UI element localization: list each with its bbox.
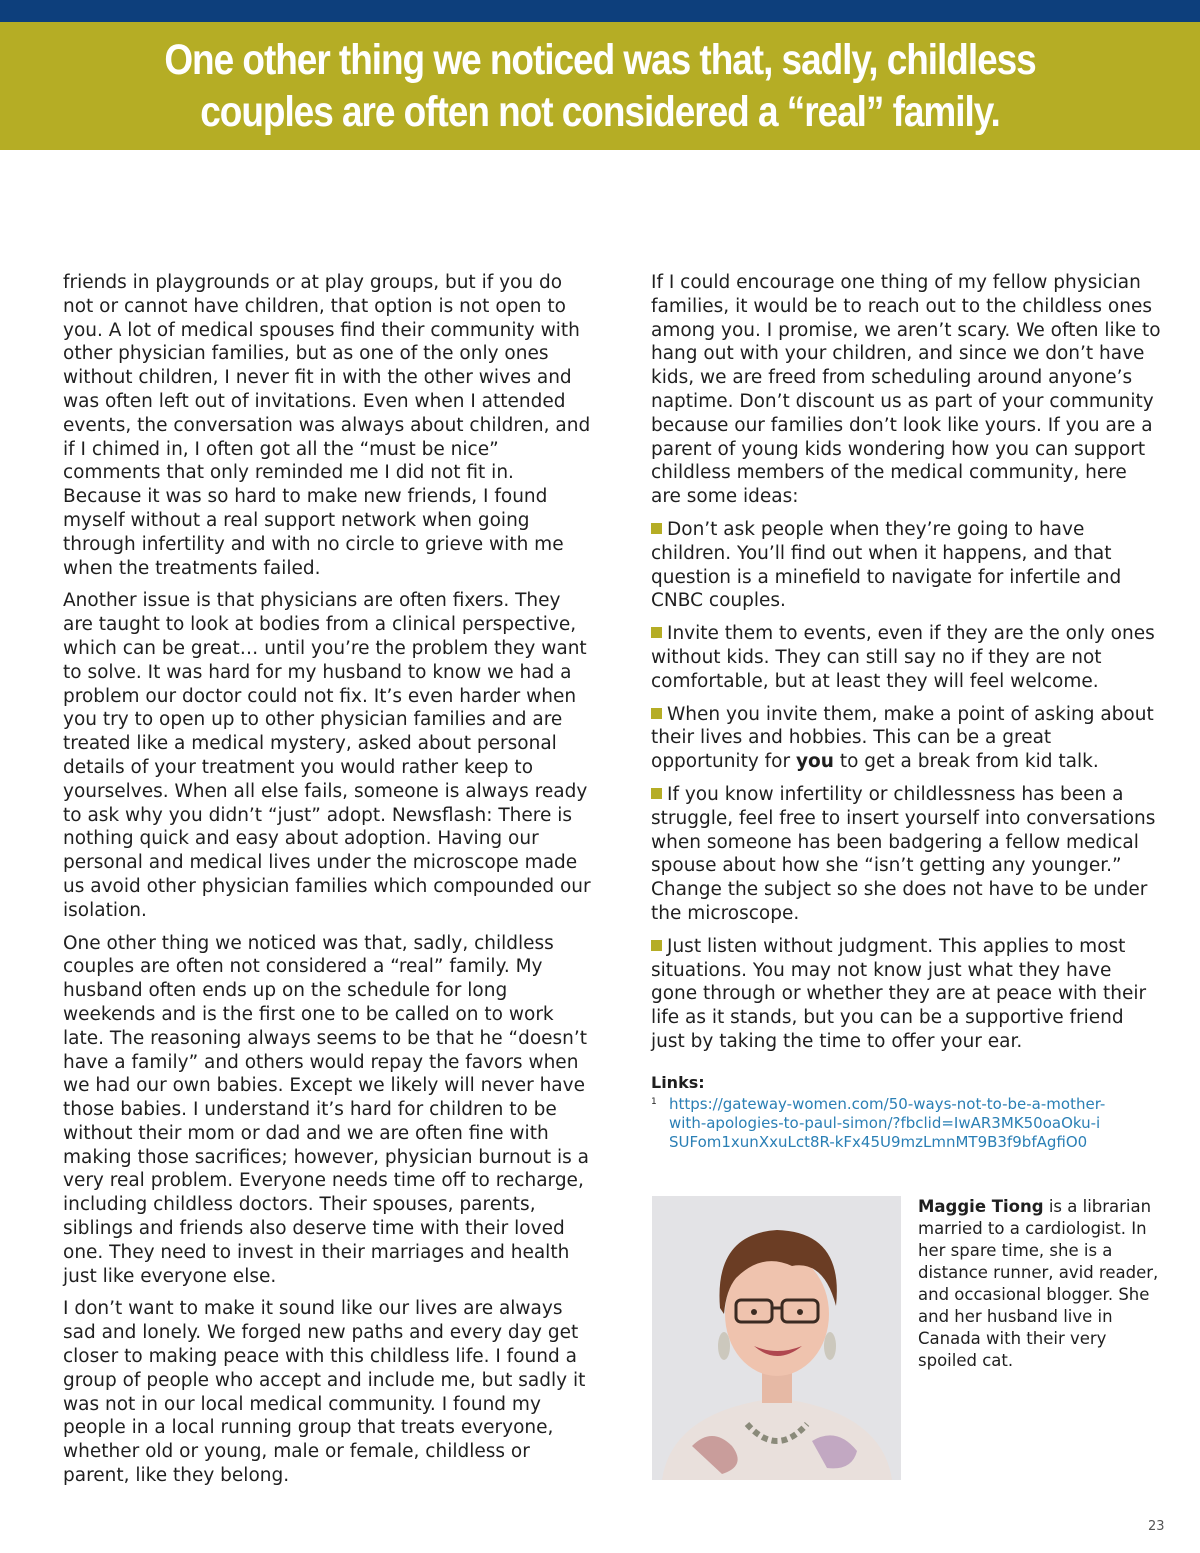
- footnote-link[interactable]: https://gateway-women.com/50-ways-not-to-be-a-mother-with-apologies-to-paul-simon/?fbclid=IwAR3MK50oaOku-iSUFom1xunXxuLct8R-kFx45U9mzLmnMT9B3f9bfAgfiO0: [669, 1095, 1106, 1151]
- footnote-number: 1: [651, 1097, 657, 1107]
- bullet-text: Just listen without judgment. This applies to most situations. You may not know just what they have gone through or whether they are at peace with their life as it stands, but you can be a supportive friend just by taking the time to offer your ear.: [651, 935, 1147, 1052]
- square-bullet-icon: [651, 523, 662, 534]
- body-paragraph: One other thing we noticed was that, sadly, childless couples are often not considered a “real” family. My husband often ends up on the schedule for long weekends and is the first one to be called on to work late. The reasoning always seems to be that he “doesn’t have a family” and others would repay the favors when we had our own babies. Except we likely will never have those babies. I understand it’s hard for children to be without their mom or dad and we are often fine with making those sacrifices; however, physician burnout is a very real problem. Everyone needs time off to recharge, including childless doctors. Their spouses, parents, siblings and friends also deserve time with their loved one. They need to invest in their marriages and health just like everyone else.: [63, 932, 589, 1287]
- bullet-item: [651, 783, 1161, 926]
- bullet-item: [651, 518, 1161, 613]
- links-section: [651, 1073, 1121, 1152]
- right-column: [651, 271, 1161, 1063]
- bullet-item: [651, 703, 1161, 774]
- bullet-item: [651, 935, 1161, 1054]
- author-photo: [652, 1196, 901, 1480]
- pull-quote: One other thing we noticed was that, sadly, childless couples are often not considered a “real” family.: [164, 36, 1036, 136]
- author-portrait-illustration: [652, 1196, 901, 1480]
- top-color-rule: [0, 0, 1200, 22]
- intro-paragraph: If I could encourage one thing of my fellow physician families, it would be to reach out to the childless ones among you. I promise, we aren’t scary. We often like to hang out with your children, and since we don’t have kids, we are freed from scheduling around anyone’s naptime. Don’t discount us as part of your community because our families don’t look like yours. If you are a parent of young kids wondering how you can support childless members of the medical community, here are some ideas:: [651, 272, 1161, 508]
- bullet-text: Invite them to events, even if they are the only ones without kids. They can still say no if they are not comfortable, but at least they will feel welcome.: [651, 623, 1155, 692]
- left-column: [63, 271, 593, 1497]
- bullet-text: When you invite them, make a point of asking about their lives and hobbies. This can be a great opportunity for: [651, 703, 1154, 773]
- page-number: 23: [1148, 1519, 1165, 1534]
- author-name: Maggie Tiong: [918, 1197, 1044, 1216]
- pull-quote-banner: [0, 22, 1200, 150]
- bullet-text: If you know infertility or childlessness has been a struggle, feel free to insert yourself into conversations when someone has been badgering a fellow medical spouse about how she “isn’t getting any younger.” Change the subject so she does not have to be under the microscope.: [651, 783, 1156, 924]
- author-bio: [918, 1196, 1168, 1372]
- body-paragraph: I don’t want to make it sound like our lives are always sad and lonely. We forged new paths and every day get closer to making peace with this childless life. I found a group of people who accept and include me, but sadly it was not in our local medical community. I found my people in a local running group that treats everyone, whether old or young, male or female, childless or parent, like they belong.: [63, 1298, 586, 1487]
- body-paragraph: friends in playgrounds or at play groups, but if you do not or cannot have children, that option is not open to you. A lot of medical spouses find their community with other physician families, but as one of the only ones without children, I never fit in with the other wives and was often left out of invitations. Even when I attended events, the conversation was always about children, and if I chimed in, I often got all the “must be nice” comments that only reminded me I did not fit in. Because it was so hard to make new friends, I found myself without a real support network when going through infertility and with no circle to grieve with me when the treatments failed.: [63, 272, 591, 579]
- bullet-item: [651, 622, 1161, 693]
- bullet-text: to get a break from kid talk.: [833, 751, 1099, 773]
- square-bullet-icon: [651, 627, 662, 638]
- bullet-text: Don’t ask people when they’re going to have children. You’ll find out when it happens, and that question is a minefield to navigate for infertile and CNBC couples.: [651, 518, 1122, 612]
- link-item: [651, 1095, 1121, 1152]
- square-bullet-icon: [651, 940, 662, 951]
- bullet-emphasis: you: [795, 751, 834, 773]
- square-bullet-icon: [651, 788, 662, 799]
- square-bullet-icon: [651, 708, 662, 719]
- links-heading: Links:: [651, 1073, 705, 1092]
- author-bio-text: is a librarian married to a cardiologist. In her spare time, she is a distance runner, avid reader, and occasional blogger. She and her husband live in Canada with their very spoiled cat.: [918, 1197, 1159, 1370]
- body-paragraph: Another issue is that physicians are often fixers. They are taught to look at bodies from a clinical perspective, which can be great… until you’re the problem they want to solve. It was hard for my husband to know we had a problem our doctor could not fix. It’s even harder when you try to open up to other physician families and are treated like a medical mystery, asked about personal details of your treatment you would rather keep to yourselves. When all else fails, someone is always ready to ask why you didn’t “just” adopt. Newsflash: There is nothing quick and easy about adoption. Having our personal and medical lives under the microscope made us avoid other physician families which compounded our isolation.: [63, 590, 591, 921]
